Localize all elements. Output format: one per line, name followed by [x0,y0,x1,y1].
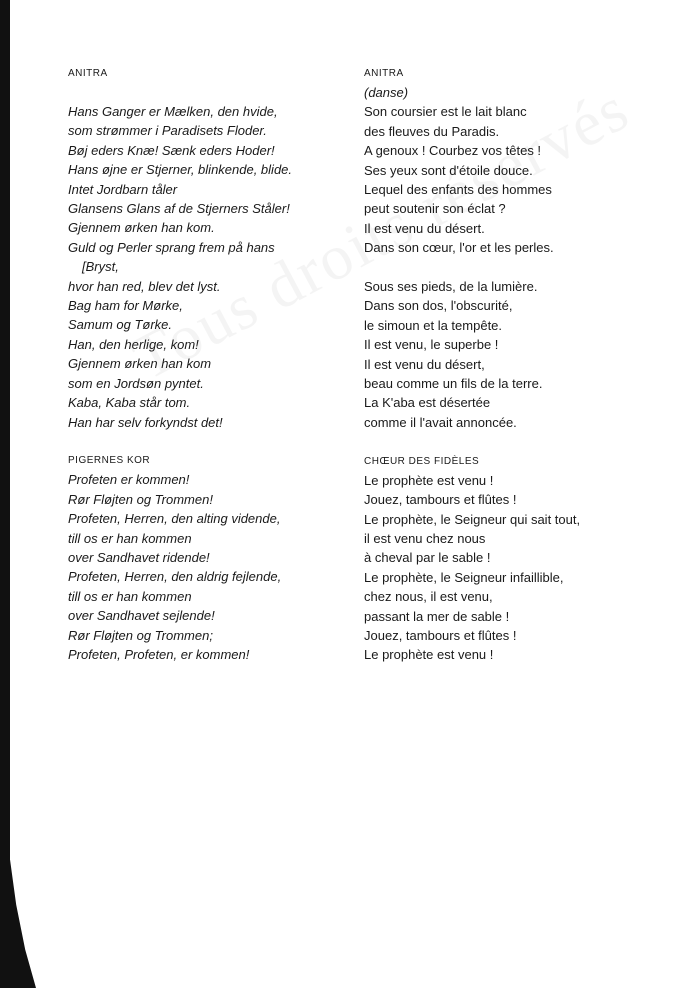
verse-line: Il est venu du désert, [364,356,485,372]
verse-line: Rør Fløjten og Trommen; [68,627,213,643]
verse-line: Hans Ganger er Mælken, den hvide, [68,104,278,119]
verse-line: Hans øjne er Stjerner, blinkende, blide. [68,162,293,178]
verse-line: à cheval par le sable ! [364,550,491,566]
verse-line: Bøj eders Knæ! Sænk eders Hoder! [68,142,275,158]
verse-line: beau comme un fils de la terre. [364,376,543,392]
verse-line: Glansens Glans af de Stjerners Ståler! [68,201,290,217]
section-heading-anitra-no: ANITRA [68,68,108,79]
verse-line: hvor han red, blev det lyst. [68,278,221,294]
verse-line: Il est venu du désert. [364,220,485,236]
verse-line: Il est venu, le superbe ! [364,337,499,353]
verse-line: Le prophète, le Seigneur infaillible, [364,569,564,585]
verse-line: Le prophète, le Seigneur qui sait tout, [364,511,581,527]
verse-line: Le prophète est venu ! [364,647,494,663]
verse-line: Sous ses pieds, de la lumière. [364,279,538,295]
scan-edge-shadow [0,0,10,988]
verse-line: Le prophète est venu ! [364,472,494,488]
section-heading-chorus-fr: CHŒUR DES FIDÈLES [364,455,480,467]
stanza-anitra-fr-part1 [364,102,654,257]
verse-line: Gjennem ørken han kom [68,356,212,372]
scan-edge-shadow-bottom [0,860,36,988]
verse-line: chez nous, il est venu, [364,589,493,605]
verse-line: comme il l'avait annoncée. [364,414,517,430]
section-heading-chorus-no: PIGERNES KOR [68,455,151,467]
verse-line: Jouez, tambours et flûtes ! [364,627,517,643]
verse-line: till os er han kommen [68,530,192,546]
verse-line: le simoun et la tempête. [364,317,503,333]
verse-line: Lequel des enfants des hommes [364,182,552,198]
verse-line: Bag ham for Mørke, [68,298,183,314]
section-heading-anitra-fr: ANITRA [364,68,404,79]
verse-line: peut soutenir son éclat ? [364,201,506,217]
verse-line: Kaba, Kaba står tom. [68,395,191,411]
verse-line: over Sandhavet ridende! [68,549,210,565]
verse-line: [Bryst, [82,259,119,275]
verse-line: Rør Fløjten og Trommen! [68,491,213,507]
verse-line: Profeten, Profeten, er kommen! [68,646,250,662]
verse-line: Son coursier est le lait blanc [364,104,527,120]
verse-line: som en Jordsøn pyntet. [68,375,204,391]
verse-line: Jouez, tambours et flûtes ! [364,492,517,508]
stanza-anitra-no [68,102,353,432]
verse-line: Profeten, Herren, den aldrig fejlende, [68,569,282,585]
verse-line: Ses yeux sont d'étoile douce. [364,162,533,178]
verse-line: Profeten er kommen! [68,472,190,488]
stanza-chorus-no [68,470,353,664]
stage-direction: (danse) [364,85,409,100]
verse-line: Han, den herlige, kom! [68,336,199,352]
norwegian-column [68,64,353,664]
stanza-chorus-fr [364,471,654,665]
verse-line: Han har selv forkyndst det! [68,414,223,430]
verse-line: Intet Jordbarn tåler [68,181,178,197]
verse-line: il est venu chez nous [364,530,486,546]
stanza-anitra-fr-part2 [364,277,654,432]
verse-line: Samum og Tørke. [68,317,173,333]
verse-line: des fleuves du Paradis. [364,123,500,139]
verse-line: Dans son dos, l'obscurité, [364,298,513,314]
verse-line: A genoux ! Courbez vos têtes ! [364,143,542,159]
verse-line: Profeten, Herren, den alting vidende, [68,511,281,527]
verse-line: over Sandhavet sejlende! [68,608,215,624]
verse-line: passant la mer de sable ! [364,608,510,624]
verse-line: Dans son cœur, l'or et les perles. [364,240,554,256]
verse-line: som strømmer i Paradisets Floder. [68,123,267,139]
verse-line: Gjennem ørken han kom. [68,220,215,236]
french-column [364,64,654,665]
verse-line: La K'aba est désertée [364,395,491,411]
verse-line: Guld og Perler sprang frem på hans [68,239,275,255]
verse-line: till os er han kommen [68,588,192,604]
